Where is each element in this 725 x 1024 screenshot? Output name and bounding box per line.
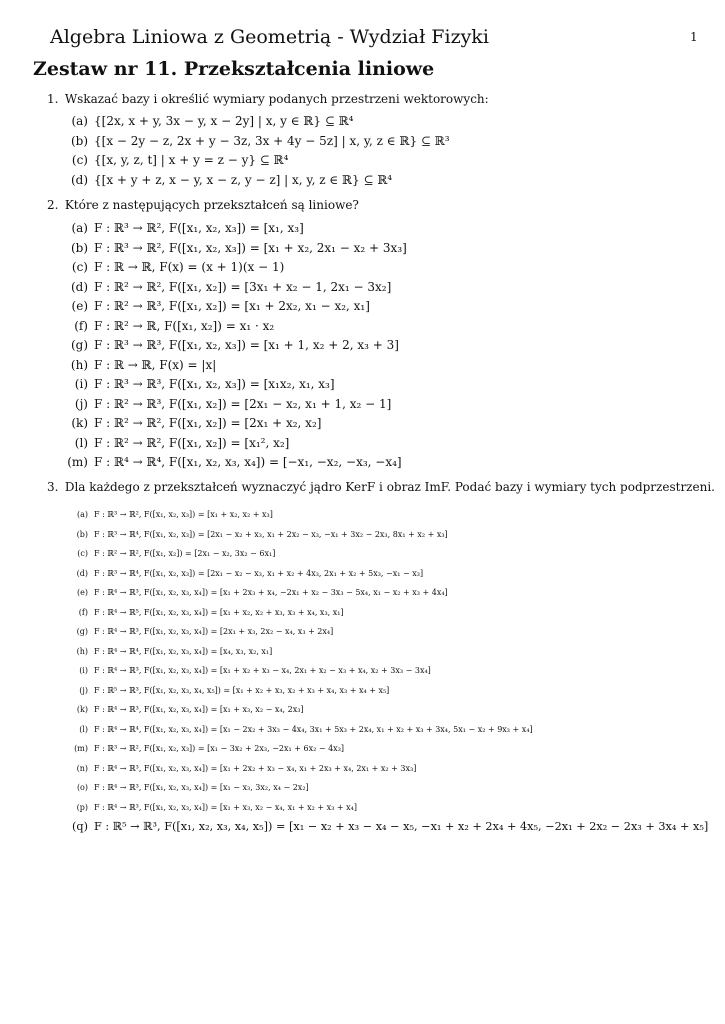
page-number: 1: [690, 30, 698, 44]
question-number: 1.: [47, 92, 59, 106]
list-item: (c) {[x, y, z, t] | x + y = z − y} ⊆ ℝ⁴: [71, 153, 289, 167]
list-item: (o) F : ℝ⁴ → ℝ³, F([x₁, x₂, x₃, x₄]) = [x₁ − x₃, 3x₂, x₄ − 2x₂]: [76, 783, 309, 792]
list-item: (g) F : ℝ⁴ → ℝ³, F([x₁, x₂, x₃, x₄]) = [2x₁ + x₃, 2x₂ − x₄, x₃ + 2x₄]: [76, 627, 334, 636]
question-2: [47, 198, 359, 212]
list-item: (h) F : ℝ⁴ → ℝ⁴, F([x₁, x₂, x₃, x₄]) = [x₄, x₃, x₂, x₁]: [76, 646, 273, 656]
list-item: (d) {[x + y + z, x − y, x − z, y − z] | x, y, z ∈ ℝ} ⊆ ℝ⁴: [70, 172, 393, 187]
header-title: Algebra Liniowa z Geometrią - Wydział Fizyki: [50, 26, 489, 48]
question-text: Które z następujących przekształceń są liniowe?: [64, 198, 359, 212]
list-item: (e) F : ℝ⁴ → ℝ³, F([x₁, x₂, x₃, x₄]) = [x₁ + 2x₃ + x₄, −2x₁ + x₂ − 3x₃ − 5x₄, x₁ − x₂ + x₃ + 4x₄]: [77, 588, 448, 597]
list-item: (m) F : ℝ³ → ℝ², F([x₁, x₂, x₃]) = [x₁ − 3x₂ + 2x₃, −2x₁ + 6x₂ − 4x₃]: [74, 744, 345, 753]
list-item: (f) F : ℝ² → ℝ, F([x₁, x₂]) = x₁ · x₂: [74, 318, 275, 333]
list-item: (p) F : ℝ⁴ → ℝ³, F([x₁, x₂, x₃, x₄]) = [x₁ + x₃, x₂ − x₄, x₁ + x₂ + x₃ + x₄]: [76, 802, 357, 812]
list-item: (b) {[x − 2y − z, 2x + y − 3z, 3x + 4y − 5z] | x, y, z ∈ ℝ} ⊆ ℝ³: [70, 133, 450, 148]
question-number: 3.: [47, 480, 59, 494]
question-3-items: [64, 505, 708, 837]
list-item: (d) F : ℝ² → ℝ², F([x₁, x₂]) = [3x₁ + x₂ − 1, 2x₁ − 3x₂]: [70, 279, 392, 294]
list-item: (k) F : ℝ² → ℝ², F([x₁, x₂]) = [2x₁ + x₂, x₂]: [71, 416, 322, 430]
list-item: (m) F : ℝ⁴ → ℝ⁴, F([x₁, x₂, x₃, x₄]) = [−x₁, −x₂, −x₃, −x₄]: [67, 455, 402, 469]
list-item: (e) F : ℝ² → ℝ³, F([x₁, x₂]) = [x₁ + 2x₂, x₁ − x₂, x₁]: [71, 299, 370, 313]
list-item: (d) F : ℝ³ → ℝ⁴, F([x₁, x₂, x₃]) = [2x₁ − x₂ − x₃, x₁ + x₂ + 4x₃, 2x₁ + x₂ + 5x₃, −x₁ − x₃]: [76, 568, 424, 578]
question-text: Wskazać bazy i określić wymiary podanych przestrzeni wektorowych:: [64, 92, 489, 106]
list-item: (c) F : ℝ² → ℝ², F([x₁, x₂]) = [2x₁ − x₂, 3x₂ − 6x₁]: [77, 549, 276, 558]
list-item: (f) F : ℝ⁴ → ℝ⁵, F([x₁, x₂, x₃, x₄]) = [x₁ + x₂, x₂ + x₃, x₃ + x₄, x₃, x₁]: [78, 607, 344, 617]
list-item: (k) F : ℝ⁴ → ℝ³, F([x₁, x₂, x₃, x₄]) = [x₁ + x₃, x₂ − x₄, 2x₃]: [76, 705, 304, 714]
list-item: (j) F : ℝ² → ℝ³, F([x₁, x₂]) = [2x₁ − x₂, x₁ + 1, x₂ − 1]: [74, 396, 392, 411]
list-item: (g) F : ℝ³ → ℝ³, F([x₁, x₂, x₃]) = [x₁ + 1, x₂ + 2, x₃ + 3]: [70, 338, 399, 352]
question-number: 2.: [47, 198, 59, 212]
list-item: (i) F : ℝ⁴ → ℝ³, F([x₁, x₂, x₃, x₄]) = [x₁ + x₂ + x₃ − x₄, 2x₁ + x₂ − x₃ + x₄, x₂ + 3x₃ − 3x₄]: [79, 666, 431, 675]
list-item: (q) F : ℝ⁵ → ℝ³, F([x₁, x₂, x₃, x₄, x₅]) = [x₁ − x₂ + x₃ − x₄ − x₅, −x₁ + x₂ + 2x₄ + 4x₅, −2x₁ + 2x₂ − 2x₃ + 3x₄ + x₅]: [72, 820, 709, 833]
list-item: (c) F : ℝ → ℝ, F(x) = (x + 1)(x − 1): [71, 260, 285, 274]
question-1: [47, 92, 489, 106]
list-item: (h) F : ℝ → ℝ, F(x) = |x|: [70, 357, 217, 372]
question-3: [47, 480, 715, 494]
list-item: (n) F : ℝ⁴ → ℝ³, F([x₁, x₂, x₃, x₄]) = [x₁ + 2x₂ + x₃ − x₄, x₁ + 2x₃ + x₄, 2x₁ + x₂ + 3x₃]: [76, 763, 417, 773]
page-title: Zestaw nr 11. Przekształcenia liniowe: [33, 58, 435, 80]
list-item: (a) F : ℝ³ → ℝ², F([x₁, x₂, x₃]) = [x₁, x₃]: [71, 221, 304, 235]
list-item: (i) F : ℝ³ → ℝ³, F([x₁, x₂, x₃]) = [x₁x₂, x₁, x₃]: [74, 377, 335, 391]
list-item: (a) F : ℝ³ → ℝ², F([x₁, x₂, x₃]) = [x₁ + x₂, x₂ + x₃]: [76, 510, 273, 519]
list-item: (l) F : ℝ² → ℝ², F([x₁, x₂]) = [x₁², x₂]: [74, 435, 290, 450]
list-item: (b) F : ℝ³ → ℝ⁴, F([x₁, x₂, x₃]) = [2x₁ − x₂ + x₃, x₁ + 2x₂ − x₃, −x₁ + 3x₂ − 2x₃, 8x₁ + x₂ + x₃]: [76, 529, 448, 539]
list-item: (b) F : ℝ³ → ℝ², F([x₁, x₂, x₃]) = [x₁ + x₂, 2x₁ − x₂ + 3x₃]: [70, 240, 407, 255]
question-1-items: [64, 112, 450, 190]
list-item: (j) F : ℝ⁵ → ℝ³, F([x₁, x₂, x₃, x₄, x₅]) = [x₁ + x₂ + x₃, x₂ + x₃ + x₄, x₃ + x₄ + x₅]: [79, 685, 390, 695]
list-item: (a) {[2x, x + y, 3x − y, x − 2y] | x, y ∈ ℝ} ⊆ ℝ⁴: [71, 114, 354, 128]
question-2-items: [64, 219, 407, 473]
list-item: (l) F : ℝ⁴ → ℝ⁴, F([x₁, x₂, x₃, x₄]) = [x₁ − 2x₂ + 3x₃ − 4x₄, 3x₁ + 5x₃ + 2x₄, x₁ + x₂ + x₃ + 3x₄, 5x₁ − x₂ + 9x₃ + x₄]: [79, 724, 533, 734]
question-text: Dla każdego z przekształceń wyznaczyć jądro KerF i obraz ImF. Podać bazy i wymiary tych podprzestrzeni.: [64, 480, 715, 494]
